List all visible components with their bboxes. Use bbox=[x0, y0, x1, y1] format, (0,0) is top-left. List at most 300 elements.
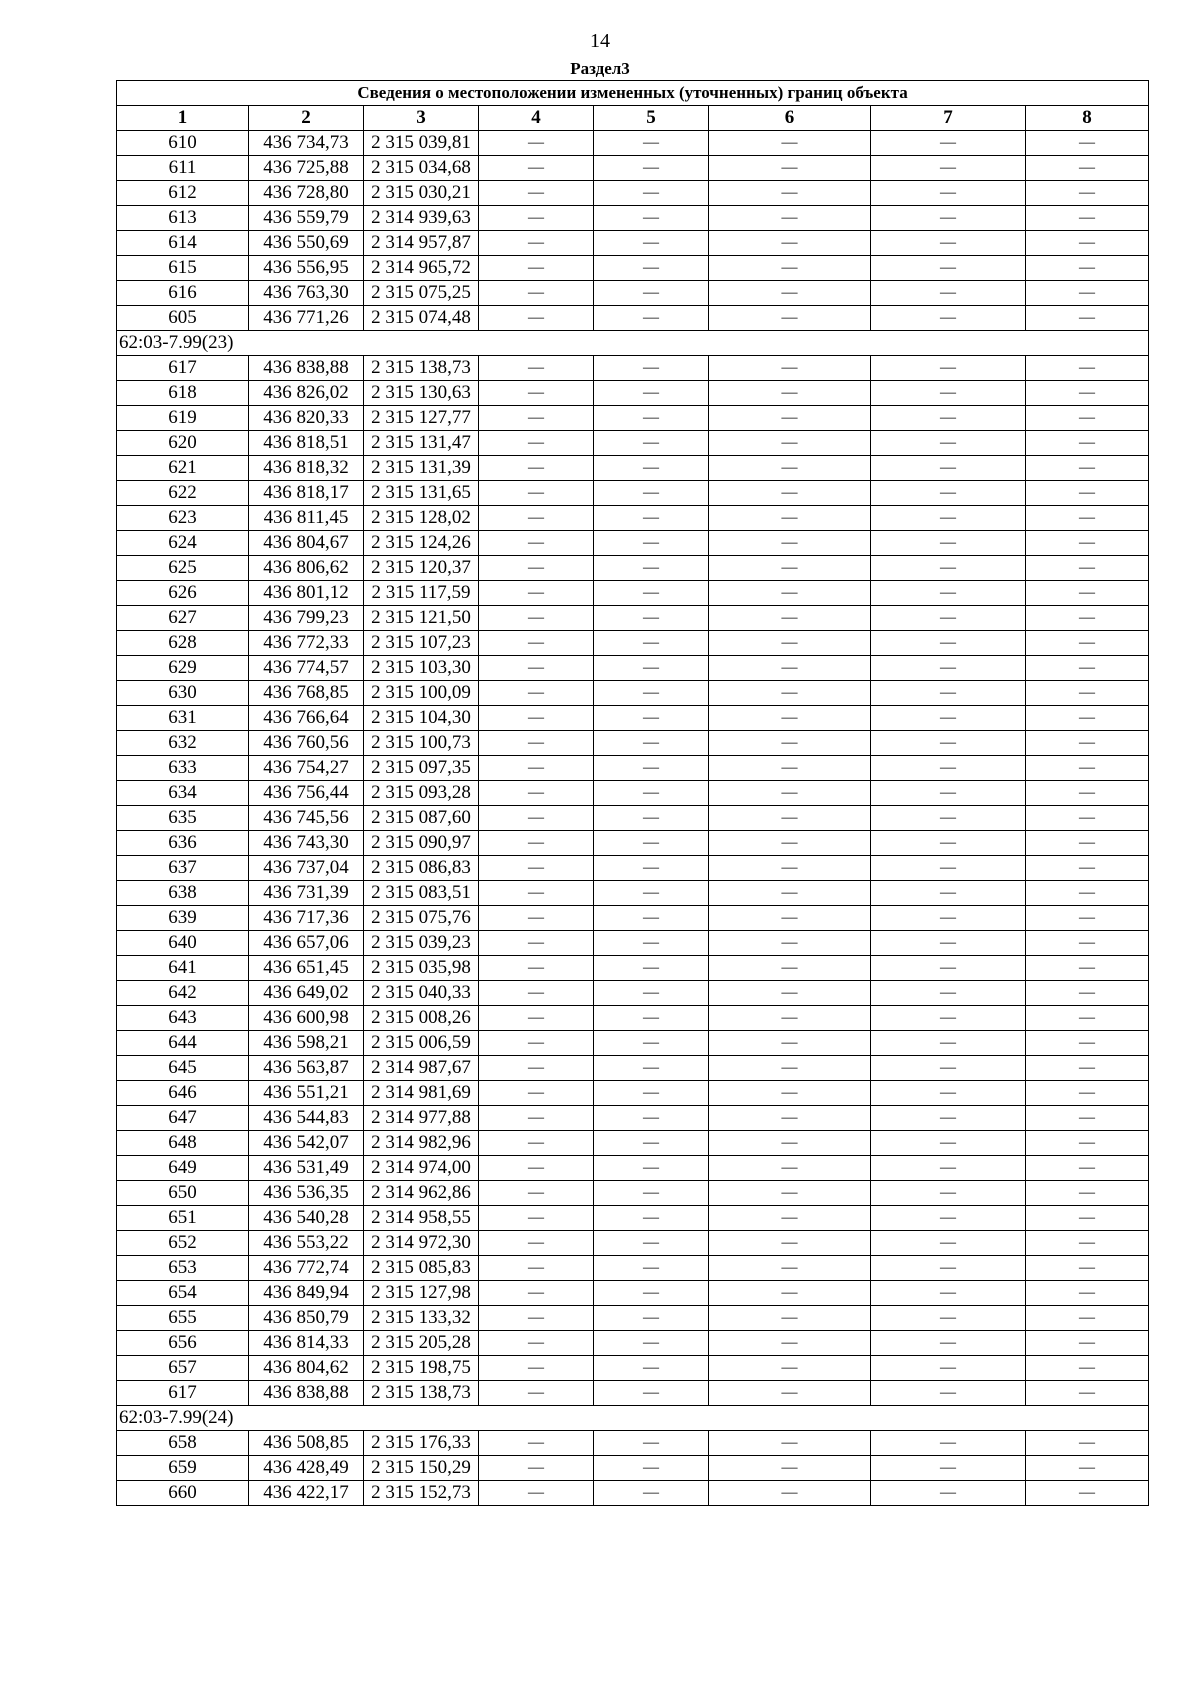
x-coordinate-cell: 436 559,79 bbox=[249, 206, 364, 231]
empty-value-cell: — bbox=[594, 606, 709, 631]
empty-value-cell: — bbox=[871, 581, 1026, 606]
empty-value-cell: — bbox=[709, 706, 871, 731]
empty-value-cell: — bbox=[1026, 581, 1149, 606]
y-coordinate-cell: 2 315 074,48 bbox=[364, 306, 479, 331]
empty-value-cell: — bbox=[709, 1456, 871, 1481]
x-coordinate-cell: 436 772,33 bbox=[249, 631, 364, 656]
empty-value-cell: — bbox=[871, 1431, 1026, 1456]
x-coordinate-cell: 436 804,62 bbox=[249, 1356, 364, 1381]
point-number-cell: 626 bbox=[117, 581, 249, 606]
empty-value-cell: — bbox=[709, 581, 871, 606]
x-coordinate-cell: 436 544,83 bbox=[249, 1106, 364, 1131]
empty-value-cell: — bbox=[479, 1306, 594, 1331]
group-label: 62:03-7.99(23) bbox=[117, 331, 1149, 356]
table-row bbox=[117, 506, 1149, 531]
table-row bbox=[117, 356, 1149, 381]
point-number-cell: 610 bbox=[117, 131, 249, 156]
empty-value-cell: — bbox=[1026, 431, 1149, 456]
point-number-cell: 636 bbox=[117, 831, 249, 856]
empty-value-cell: — bbox=[479, 1231, 594, 1256]
table-row bbox=[117, 1381, 1149, 1406]
empty-value-cell: — bbox=[479, 881, 594, 906]
empty-value-cell: — bbox=[479, 731, 594, 756]
empty-value-cell: — bbox=[594, 1306, 709, 1331]
x-coordinate-cell: 436 725,88 bbox=[249, 156, 364, 181]
point-number-cell: 620 bbox=[117, 431, 249, 456]
empty-value-cell: — bbox=[709, 1281, 871, 1306]
table-row bbox=[117, 206, 1149, 231]
empty-value-cell: — bbox=[871, 756, 1026, 781]
empty-value-cell: — bbox=[709, 1031, 871, 1056]
empty-value-cell: — bbox=[1026, 1081, 1149, 1106]
table-row bbox=[117, 281, 1149, 306]
y-coordinate-cell: 2 315 097,35 bbox=[364, 756, 479, 781]
empty-value-cell: — bbox=[1026, 681, 1149, 706]
empty-value-cell: — bbox=[479, 1281, 594, 1306]
y-coordinate-cell: 2 315 039,23 bbox=[364, 931, 479, 956]
empty-value-cell: — bbox=[709, 306, 871, 331]
x-coordinate-cell: 436 804,67 bbox=[249, 531, 364, 556]
empty-value-cell: — bbox=[479, 956, 594, 981]
empty-value-cell: — bbox=[594, 381, 709, 406]
empty-value-cell: — bbox=[1026, 1106, 1149, 1131]
column-header: 2 bbox=[249, 106, 364, 131]
empty-value-cell: — bbox=[871, 1006, 1026, 1031]
point-number-cell: 619 bbox=[117, 406, 249, 431]
y-coordinate-cell: 2 315 176,33 bbox=[364, 1431, 479, 1456]
table-row bbox=[117, 756, 1149, 781]
empty-value-cell: — bbox=[709, 356, 871, 381]
empty-value-cell: — bbox=[1026, 456, 1149, 481]
empty-value-cell: — bbox=[871, 1256, 1026, 1281]
point-number-cell: 641 bbox=[117, 956, 249, 981]
empty-value-cell: — bbox=[479, 981, 594, 1006]
empty-value-cell: — bbox=[709, 531, 871, 556]
empty-value-cell: — bbox=[871, 631, 1026, 656]
y-coordinate-cell: 2 315 086,83 bbox=[364, 856, 479, 881]
x-coordinate-cell: 436 826,02 bbox=[249, 381, 364, 406]
column-header: 7 bbox=[871, 106, 1026, 131]
point-number-cell: 612 bbox=[117, 181, 249, 206]
x-coordinate-cell: 436 651,45 bbox=[249, 956, 364, 981]
empty-value-cell: — bbox=[871, 1306, 1026, 1331]
x-coordinate-cell: 436 508,85 bbox=[249, 1431, 364, 1456]
point-number-cell: 629 bbox=[117, 656, 249, 681]
point-number-cell: 647 bbox=[117, 1106, 249, 1131]
point-number-cell: 613 bbox=[117, 206, 249, 231]
table-row bbox=[117, 456, 1149, 481]
point-number-cell: 640 bbox=[117, 931, 249, 956]
x-coordinate-cell: 436 768,85 bbox=[249, 681, 364, 706]
empty-value-cell: — bbox=[1026, 781, 1149, 806]
y-coordinate-cell: 2 315 131,39 bbox=[364, 456, 479, 481]
empty-value-cell: — bbox=[594, 1431, 709, 1456]
empty-value-cell: — bbox=[709, 931, 871, 956]
empty-value-cell: — bbox=[709, 431, 871, 456]
empty-value-cell: — bbox=[479, 1181, 594, 1206]
point-number-cell: 634 bbox=[117, 781, 249, 806]
empty-value-cell: — bbox=[1026, 531, 1149, 556]
empty-value-cell: — bbox=[1026, 1031, 1149, 1056]
empty-value-cell: — bbox=[871, 206, 1026, 231]
empty-value-cell: — bbox=[709, 956, 871, 981]
table-row bbox=[117, 831, 1149, 856]
point-number-cell: 648 bbox=[117, 1131, 249, 1156]
empty-value-cell: — bbox=[871, 531, 1026, 556]
empty-value-cell: — bbox=[871, 506, 1026, 531]
y-coordinate-cell: 2 315 034,68 bbox=[364, 156, 479, 181]
empty-value-cell: — bbox=[709, 981, 871, 1006]
empty-value-cell: — bbox=[594, 1281, 709, 1306]
empty-value-cell: — bbox=[1026, 306, 1149, 331]
empty-value-cell: — bbox=[871, 956, 1026, 981]
point-number-cell: 618 bbox=[117, 381, 249, 406]
table-row bbox=[117, 631, 1149, 656]
empty-value-cell: — bbox=[709, 1156, 871, 1181]
empty-value-cell: — bbox=[1026, 1456, 1149, 1481]
point-number-cell: 638 bbox=[117, 881, 249, 906]
empty-value-cell: — bbox=[871, 456, 1026, 481]
x-coordinate-cell: 436 422,17 bbox=[249, 1481, 364, 1506]
empty-value-cell: — bbox=[1026, 1431, 1149, 1456]
empty-value-cell: — bbox=[709, 1206, 871, 1231]
empty-value-cell: — bbox=[594, 881, 709, 906]
empty-value-cell: — bbox=[1026, 881, 1149, 906]
x-coordinate-cell: 436 850,79 bbox=[249, 1306, 364, 1331]
x-coordinate-cell: 436 743,30 bbox=[249, 831, 364, 856]
point-number-cell: 649 bbox=[117, 1156, 249, 1181]
empty-value-cell: — bbox=[479, 381, 594, 406]
empty-value-cell: — bbox=[871, 1181, 1026, 1206]
point-number-cell: 623 bbox=[117, 506, 249, 531]
empty-value-cell: — bbox=[1026, 1481, 1149, 1506]
table-row bbox=[117, 306, 1149, 331]
empty-value-cell: — bbox=[594, 1031, 709, 1056]
empty-value-cell: — bbox=[871, 681, 1026, 706]
empty-value-cell: — bbox=[709, 731, 871, 756]
x-coordinate-cell: 436 731,39 bbox=[249, 881, 364, 906]
empty-value-cell: — bbox=[594, 906, 709, 931]
x-coordinate-cell: 436 818,17 bbox=[249, 481, 364, 506]
empty-value-cell: — bbox=[1026, 181, 1149, 206]
empty-value-cell: — bbox=[479, 1256, 594, 1281]
x-coordinate-cell: 436 598,21 bbox=[249, 1031, 364, 1056]
empty-value-cell: — bbox=[709, 1306, 871, 1331]
empty-value-cell: — bbox=[871, 931, 1026, 956]
empty-value-cell: — bbox=[479, 906, 594, 931]
empty-value-cell: — bbox=[871, 706, 1026, 731]
empty-value-cell: — bbox=[871, 256, 1026, 281]
table-row bbox=[117, 956, 1149, 981]
y-coordinate-cell: 2 315 131,65 bbox=[364, 481, 479, 506]
empty-value-cell: — bbox=[871, 231, 1026, 256]
empty-value-cell: — bbox=[479, 506, 594, 531]
empty-value-cell: — bbox=[1026, 256, 1149, 281]
table-row bbox=[117, 1481, 1149, 1506]
empty-value-cell: — bbox=[709, 1106, 871, 1131]
y-coordinate-cell: 2 315 128,02 bbox=[364, 506, 479, 531]
empty-value-cell: — bbox=[479, 356, 594, 381]
empty-value-cell: — bbox=[479, 806, 594, 831]
x-coordinate-cell: 436 799,23 bbox=[249, 606, 364, 631]
table-body bbox=[117, 81, 1149, 1506]
empty-value-cell: — bbox=[1026, 156, 1149, 181]
empty-value-cell: — bbox=[479, 1431, 594, 1456]
point-number-cell: 614 bbox=[117, 231, 249, 256]
y-coordinate-cell: 2 315 083,51 bbox=[364, 881, 479, 906]
empty-value-cell: — bbox=[594, 1231, 709, 1256]
empty-value-cell: — bbox=[709, 606, 871, 631]
empty-value-cell: — bbox=[871, 831, 1026, 856]
empty-value-cell: — bbox=[1026, 381, 1149, 406]
table-row bbox=[117, 256, 1149, 281]
empty-value-cell: — bbox=[594, 956, 709, 981]
table-row bbox=[117, 1456, 1149, 1481]
point-number-cell: 617 bbox=[117, 1381, 249, 1406]
empty-value-cell: — bbox=[871, 1281, 1026, 1306]
empty-value-cell: — bbox=[709, 381, 871, 406]
empty-value-cell: — bbox=[594, 656, 709, 681]
empty-value-cell: — bbox=[479, 756, 594, 781]
empty-value-cell: — bbox=[709, 281, 871, 306]
table-row bbox=[117, 856, 1149, 881]
y-coordinate-cell: 2 314 958,55 bbox=[364, 1206, 479, 1231]
empty-value-cell: — bbox=[594, 431, 709, 456]
y-coordinate-cell: 2 315 006,59 bbox=[364, 1031, 479, 1056]
empty-value-cell: — bbox=[1026, 1306, 1149, 1331]
table-title: Сведения о местоположении измененных (уточненных) границ объекта bbox=[117, 81, 1149, 106]
empty-value-cell: — bbox=[1026, 706, 1149, 731]
empty-value-cell: — bbox=[871, 156, 1026, 181]
empty-value-cell: — bbox=[594, 1256, 709, 1281]
x-coordinate-cell: 436 771,26 bbox=[249, 306, 364, 331]
coordinates-table bbox=[116, 80, 1149, 1506]
empty-value-cell: — bbox=[479, 706, 594, 731]
empty-value-cell: — bbox=[479, 1156, 594, 1181]
x-coordinate-cell: 436 649,02 bbox=[249, 981, 364, 1006]
empty-value-cell: — bbox=[594, 456, 709, 481]
empty-value-cell: — bbox=[479, 681, 594, 706]
table-row bbox=[117, 781, 1149, 806]
empty-value-cell: — bbox=[709, 1381, 871, 1406]
empty-value-cell: — bbox=[594, 706, 709, 731]
empty-value-cell: — bbox=[479, 1356, 594, 1381]
x-coordinate-cell: 436 734,73 bbox=[249, 131, 364, 156]
empty-value-cell: — bbox=[871, 781, 1026, 806]
empty-value-cell: — bbox=[1026, 931, 1149, 956]
table-row bbox=[117, 1081, 1149, 1106]
empty-value-cell: — bbox=[479, 581, 594, 606]
point-number-cell: 615 bbox=[117, 256, 249, 281]
y-coordinate-cell: 2 315 133,32 bbox=[364, 1306, 479, 1331]
x-coordinate-cell: 436 838,88 bbox=[249, 1381, 364, 1406]
table-row bbox=[117, 1431, 1149, 1456]
empty-value-cell: — bbox=[871, 1206, 1026, 1231]
point-number-cell: 655 bbox=[117, 1306, 249, 1331]
empty-value-cell: — bbox=[871, 1381, 1026, 1406]
empty-value-cell: — bbox=[871, 281, 1026, 306]
y-coordinate-cell: 2 315 039,81 bbox=[364, 131, 479, 156]
empty-value-cell: — bbox=[594, 281, 709, 306]
point-number-cell: 631 bbox=[117, 706, 249, 731]
empty-value-cell: — bbox=[709, 881, 871, 906]
empty-value-cell: — bbox=[871, 1081, 1026, 1106]
empty-value-cell: — bbox=[871, 656, 1026, 681]
point-number-cell: 645 bbox=[117, 1056, 249, 1081]
empty-value-cell: — bbox=[871, 1356, 1026, 1381]
empty-value-cell: — bbox=[871, 181, 1026, 206]
empty-value-cell: — bbox=[709, 556, 871, 581]
empty-value-cell: — bbox=[594, 531, 709, 556]
empty-value-cell: — bbox=[594, 731, 709, 756]
table-row bbox=[117, 381, 1149, 406]
empty-value-cell: — bbox=[1026, 806, 1149, 831]
empty-value-cell: — bbox=[479, 181, 594, 206]
x-coordinate-cell: 436 600,98 bbox=[249, 1006, 364, 1031]
empty-value-cell: — bbox=[479, 931, 594, 956]
x-coordinate-cell: 436 540,28 bbox=[249, 1206, 364, 1231]
empty-value-cell: — bbox=[1026, 731, 1149, 756]
section-label: Раздел3 bbox=[570, 59, 630, 78]
empty-value-cell: — bbox=[594, 1456, 709, 1481]
empty-value-cell: — bbox=[594, 806, 709, 831]
empty-value-cell: — bbox=[871, 856, 1026, 881]
y-coordinate-cell: 2 314 974,00 bbox=[364, 1156, 479, 1181]
table-header-row bbox=[117, 106, 1149, 131]
empty-value-cell: — bbox=[479, 281, 594, 306]
x-coordinate-cell: 436 756,44 bbox=[249, 781, 364, 806]
empty-value-cell: — bbox=[709, 1331, 871, 1356]
table-title-row bbox=[117, 81, 1149, 106]
empty-value-cell: — bbox=[594, 481, 709, 506]
y-coordinate-cell: 2 314 981,69 bbox=[364, 1081, 479, 1106]
x-coordinate-cell: 436 737,04 bbox=[249, 856, 364, 881]
y-coordinate-cell: 2 315 040,33 bbox=[364, 981, 479, 1006]
empty-value-cell: — bbox=[871, 356, 1026, 381]
table-row bbox=[117, 481, 1149, 506]
x-coordinate-cell: 436 774,57 bbox=[249, 656, 364, 681]
x-coordinate-cell: 436 763,30 bbox=[249, 281, 364, 306]
empty-value-cell: — bbox=[1026, 356, 1149, 381]
empty-value-cell: — bbox=[594, 556, 709, 581]
empty-value-cell: — bbox=[479, 431, 594, 456]
point-number-cell: 656 bbox=[117, 1331, 249, 1356]
empty-value-cell: — bbox=[871, 1031, 1026, 1056]
empty-value-cell: — bbox=[594, 1181, 709, 1206]
table-row bbox=[117, 1056, 1149, 1081]
empty-value-cell: — bbox=[479, 1481, 594, 1506]
empty-value-cell: — bbox=[594, 181, 709, 206]
empty-value-cell: — bbox=[594, 231, 709, 256]
table-row bbox=[117, 906, 1149, 931]
y-coordinate-cell: 2 315 087,60 bbox=[364, 806, 479, 831]
empty-value-cell: — bbox=[1026, 281, 1149, 306]
y-coordinate-cell: 2 315 127,77 bbox=[364, 406, 479, 431]
empty-value-cell: — bbox=[1026, 856, 1149, 881]
empty-value-cell: — bbox=[871, 406, 1026, 431]
y-coordinate-cell: 2 315 198,75 bbox=[364, 1356, 479, 1381]
empty-value-cell: — bbox=[709, 1131, 871, 1156]
table-row bbox=[117, 931, 1149, 956]
y-coordinate-cell: 2 315 090,97 bbox=[364, 831, 479, 856]
empty-value-cell: — bbox=[1026, 1281, 1149, 1306]
table-row bbox=[117, 1256, 1149, 1281]
empty-value-cell: — bbox=[479, 1056, 594, 1081]
empty-value-cell: — bbox=[709, 456, 871, 481]
empty-value-cell: — bbox=[709, 631, 871, 656]
empty-value-cell: — bbox=[871, 731, 1026, 756]
empty-value-cell: — bbox=[871, 556, 1026, 581]
point-number-cell: 633 bbox=[117, 756, 249, 781]
empty-value-cell: — bbox=[594, 831, 709, 856]
point-number-cell: 658 bbox=[117, 1431, 249, 1456]
y-coordinate-cell: 2 315 103,30 bbox=[364, 656, 479, 681]
empty-value-cell: — bbox=[709, 1081, 871, 1106]
empty-value-cell: — bbox=[594, 1006, 709, 1031]
x-coordinate-cell: 436 550,69 bbox=[249, 231, 364, 256]
table-row bbox=[117, 1131, 1149, 1156]
empty-value-cell: — bbox=[594, 206, 709, 231]
y-coordinate-cell: 2 315 104,30 bbox=[364, 706, 479, 731]
x-coordinate-cell: 436 745,56 bbox=[249, 806, 364, 831]
empty-value-cell: — bbox=[1026, 131, 1149, 156]
column-header: 3 bbox=[364, 106, 479, 131]
y-coordinate-cell: 2 314 957,87 bbox=[364, 231, 479, 256]
empty-value-cell: — bbox=[594, 1206, 709, 1231]
x-coordinate-cell: 436 717,36 bbox=[249, 906, 364, 931]
column-header: 5 bbox=[594, 106, 709, 131]
table-row bbox=[117, 1156, 1149, 1181]
y-coordinate-cell: 2 315 121,50 bbox=[364, 606, 479, 631]
y-coordinate-cell: 2 315 075,25 bbox=[364, 281, 479, 306]
x-coordinate-cell: 436 801,12 bbox=[249, 581, 364, 606]
empty-value-cell: — bbox=[871, 1231, 1026, 1256]
empty-value-cell: — bbox=[871, 131, 1026, 156]
empty-value-cell: — bbox=[709, 231, 871, 256]
empty-value-cell: — bbox=[871, 1456, 1026, 1481]
empty-value-cell: — bbox=[871, 1056, 1026, 1081]
empty-value-cell: — bbox=[479, 231, 594, 256]
column-header: 1 bbox=[117, 106, 249, 131]
point-number-cell: 660 bbox=[117, 1481, 249, 1506]
point-number-cell: 616 bbox=[117, 281, 249, 306]
x-coordinate-cell: 436 563,87 bbox=[249, 1056, 364, 1081]
x-coordinate-cell: 436 772,74 bbox=[249, 1256, 364, 1281]
point-number-cell: 644 bbox=[117, 1031, 249, 1056]
empty-value-cell: — bbox=[709, 206, 871, 231]
table-row bbox=[117, 1181, 1149, 1206]
y-coordinate-cell: 2 315 008,26 bbox=[364, 1006, 479, 1031]
empty-value-cell: — bbox=[479, 256, 594, 281]
empty-value-cell: — bbox=[594, 856, 709, 881]
empty-value-cell: — bbox=[479, 156, 594, 181]
empty-value-cell: — bbox=[594, 631, 709, 656]
empty-value-cell: — bbox=[1026, 1156, 1149, 1181]
empty-value-cell: — bbox=[594, 1356, 709, 1381]
empty-value-cell: — bbox=[479, 1381, 594, 1406]
empty-value-cell: — bbox=[594, 1331, 709, 1356]
table-row bbox=[117, 1006, 1149, 1031]
empty-value-cell: — bbox=[479, 1331, 594, 1356]
empty-value-cell: — bbox=[1026, 1006, 1149, 1031]
y-coordinate-cell: 2 314 987,67 bbox=[364, 1056, 479, 1081]
point-number-cell: 654 bbox=[117, 1281, 249, 1306]
x-coordinate-cell: 436 818,51 bbox=[249, 431, 364, 456]
empty-value-cell: — bbox=[594, 1481, 709, 1506]
group-row bbox=[117, 331, 1149, 356]
empty-value-cell: — bbox=[1026, 1331, 1149, 1356]
empty-value-cell: — bbox=[871, 431, 1026, 456]
